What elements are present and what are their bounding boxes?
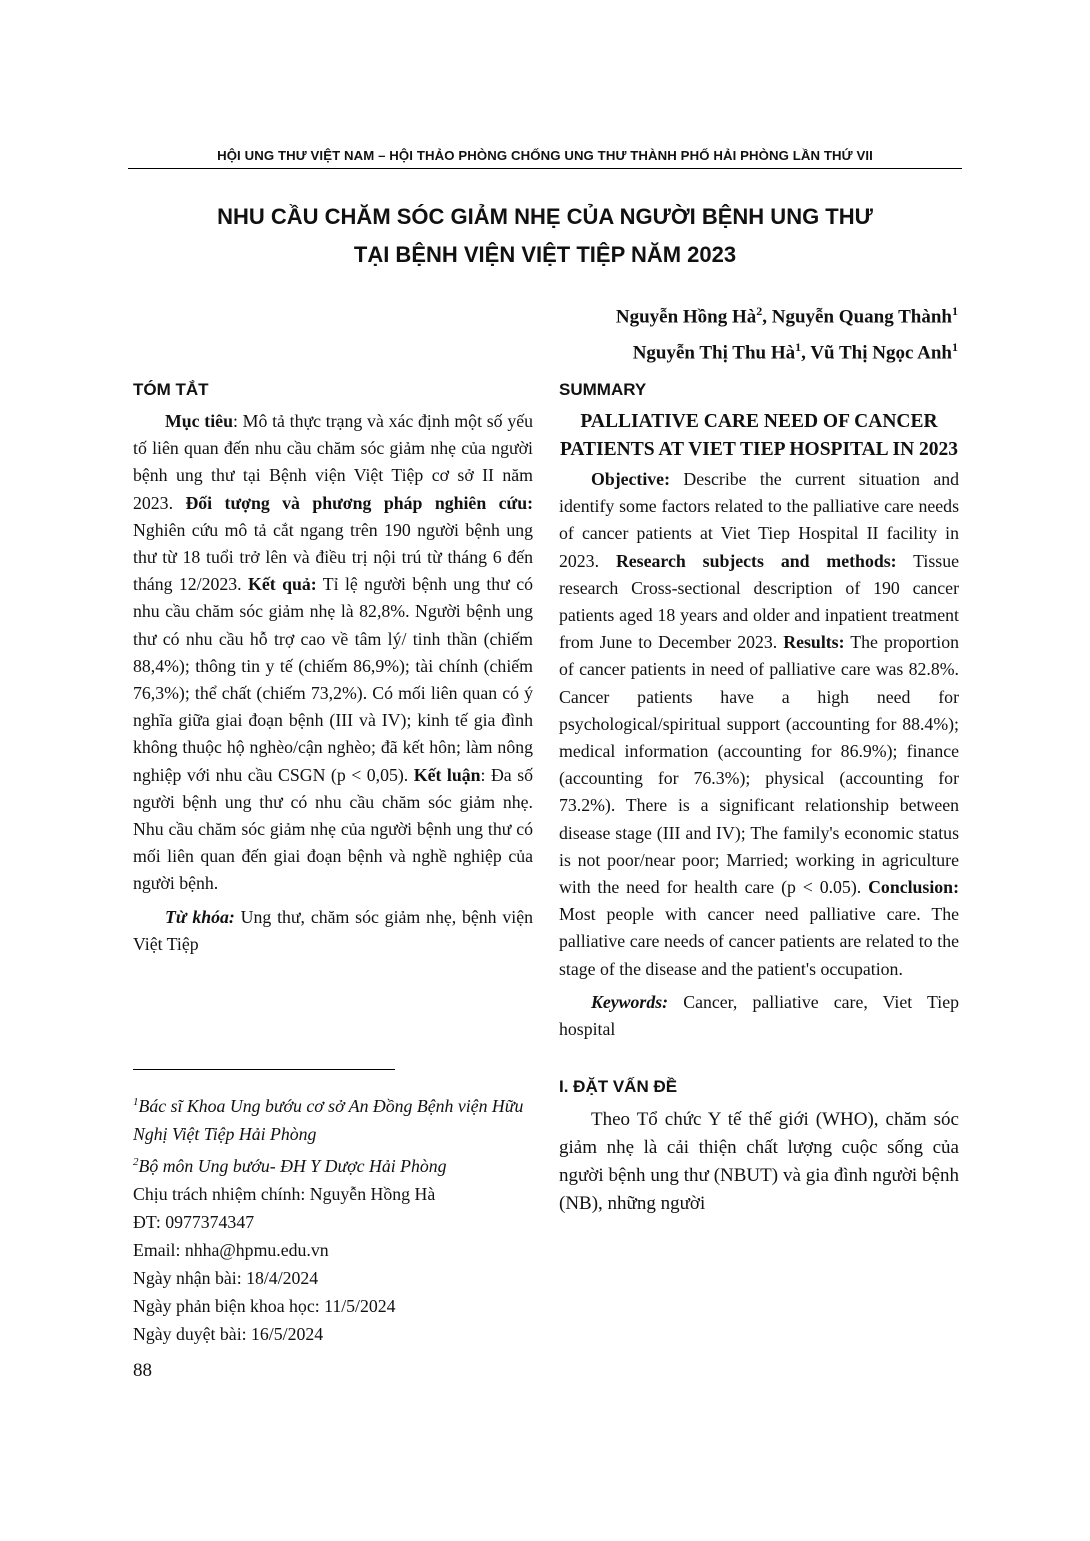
label-results: Results:: [783, 632, 845, 653]
abstract-english: [559, 376, 959, 1218]
footnote-marker: 1: [133, 1096, 139, 1108]
footnotes: [133, 1088, 543, 1348]
footnote-text: Bác sĩ Khoa Ung bướu cơ sở An Đồng Bệnh viện Hữu Nghị Việt Tiệp Hải Phòng: [133, 1095, 524, 1144]
label-ket-luan: Kết luận: [413, 764, 481, 785]
header-rule: [128, 168, 962, 169]
summary-keywords: [559, 989, 959, 1043]
responsible-author: Chịu trách nhiệm chính: Nguyễn Hồng Hà: [133, 1183, 436, 1204]
tomtat-heading: TÓM TẮT: [133, 380, 209, 399]
intro-paragraph: Theo Tổ chức Y tế thế giới (WHO), chăm sóc giảm nhẹ là cải thiện chất lượng cuộc sống của người bệnh ung thư (NBUT) và gia đình người bệnh (NB), những người: [559, 1109, 959, 1215]
summary-body: [559, 466, 959, 983]
label-objective: Objective:: [591, 469, 670, 489]
text-keywords: Cancer, palliative care, Viet Tiep hospital: [559, 991, 959, 1040]
date-received: Ngày nhận bài: 18/4/2024: [133, 1267, 319, 1288]
label-doi-tuong: Đối tượng và phương pháp nghiên cứu:: [185, 492, 534, 513]
author-affiliation: 2: [756, 304, 763, 318]
text-conclusion: Most people with cancer need palliative care. The palliative care needs of cancer patients are related to the stage of the disease and the patient's occupation.: [559, 904, 959, 979]
intro-heading: I. ĐẶT VẤN ĐỀ: [559, 1077, 678, 1097]
running-header: HỘI UNG THƯ VIỆT NAM – HỘI THẢO PHÒNG CHỐNG UNG THƯ THÀNH PHỐ HẢI PHÒNG LẦN THỨ VII: [217, 148, 873, 163]
author-affiliation: 1: [952, 340, 958, 355]
text-muc-tieu: : Mô tả thực trạng và xác định một số yếu tố liên quan đến nhu cầu chăm sóc giảm nhẹ của người bệnh ung thư tại Bệnh viện Việt Tiệp cơ sở II năm 2023.: [133, 411, 533, 513]
text-objective: Describe the current situation and identify some factors related to the palliative care needs of cancer patients at Viet Tiep Hospital II facility in 2023.: [559, 469, 959, 571]
author-name: Nguyễn Hồng Hà: [615, 306, 757, 328]
label-tu-khoa: Từ khóa:: [165, 906, 235, 927]
text-results: The proportion of cancer patients in need of palliative care was 82.8%. Cancer patients have a high need for psychological/spiritual support (accounting for 88.4%); medical information (accounting for 86.9%); finance (accounting for 76.3%); physical (accounting for 73.2%). There is a significant relationship between disease stage (III and IV); The family's economic status is not poor/near poor; Married; working in agriculture with the need for health care (p < 0.05).: [559, 632, 960, 898]
summary-heading: SUMMARY: [559, 380, 647, 399]
footnote-rule: [133, 1069, 395, 1070]
page-number: 88: [133, 1360, 152, 1381]
footnote-marker: 2: [133, 1155, 139, 1168]
label-muc-tieu: Mục tiêu: [165, 411, 233, 431]
label-methods: Research subjects and methods:: [615, 550, 897, 571]
author-list: [616, 296, 958, 369]
email: Email: nhha@hpmu.edu.vn: [133, 1239, 329, 1260]
author-name: Nguyễn Thị Thu Hà: [632, 342, 796, 364]
author-name: , Nguyễn Quang Thành: [762, 306, 952, 328]
author-affiliation: 1: [795, 340, 802, 355]
text-ket-qua: Tỉ lệ người bệnh ung thư có nhu cầu chăm sóc giảm nhẹ là 82,8%. Người bệnh ung thư có nhu cầu hỗ trợ cao về tâm lý/ tinh thần (chiếm 88,4%); thông tin y tế (chiếm 86,9%); tài chính (chiếm 76,3%); thể chất (chiếm 73,2%). Có mối liên quan có ý nghĩa giữa giai đoạn bệnh (III và IV); kinh tế gia đình không thuộc hộ nghèo/cận nghèo; đã kết hôn; làm nông nghiệp với nhu cầu CSGN (p < 0,05).: [133, 574, 534, 785]
tomtat-body: [133, 408, 533, 898]
summary-title: PALLIATIVE CARE NEED OF CANCER PATIENTS AT VIET TIEP HOSPITAL IN 2023: [559, 411, 959, 460]
text-doi-tuong: Nghiên cứu mô tả cắt ngang trên 190 người bệnh ung thư từ 18 tuổi trở lên và điều trị nội trú từ tháng 6 đến tháng 12/2023.: [133, 519, 533, 595]
date-reviewed: Ngày phản biện khoa học: 11/5/2024: [133, 1295, 396, 1316]
tomtat-keywords: [133, 904, 533, 958]
title-line-2: TẠI BỆNH VIỆN VIỆT TIỆP NĂM 2023: [353, 242, 737, 267]
text-tu-khoa: Ung thư, chăm sóc giảm nhẹ, bệnh viện Việt Tiệp: [133, 906, 533, 954]
authors-line-1: [616, 296, 958, 332]
author-affiliation: 1: [952, 304, 958, 318]
label-conclusion: Conclusion:: [868, 877, 959, 898]
author-name: , Vũ Thị Ngọc Anh: [801, 342, 952, 364]
text-ket-luan: : Đa số người bệnh ung thư có nhu cầu chăm sóc giảm nhẹ. Nhu cầu chăm sóc giảm nhẹ của người bệnh ung thư có mối liên quan đến giai đoạn bệnh và nghề nghiệp của người bệnh.: [133, 764, 534, 894]
abstract-vietnamese: [133, 376, 533, 958]
footnote-1: [133, 1088, 543, 1148]
article-title: [128, 198, 962, 274]
text-methods: Tissue research Cross-sectional description of 190 cancer patients aged 18 years and older and inpatient treatment from June to December 2023.: [559, 550, 959, 653]
title-line-1: NHU CẦU CHĂM SÓC GIẢM NHẸ CỦA NGƯỜI BỆNH UNG THƯ: [217, 204, 873, 229]
authors-line-2: [616, 332, 958, 368]
phone: ĐT: 0977374347: [133, 1211, 255, 1232]
label-ket-qua: Kết quả:: [248, 574, 317, 595]
footnote-2: [133, 1148, 543, 1180]
date-approved: Ngày duyệt bài: 16/5/2024: [133, 1323, 324, 1344]
label-keywords: Keywords:: [591, 991, 669, 1012]
footnote-text: Bộ môn Ung bướu- ĐH Y Dược Hải Phòng: [138, 1155, 447, 1176]
